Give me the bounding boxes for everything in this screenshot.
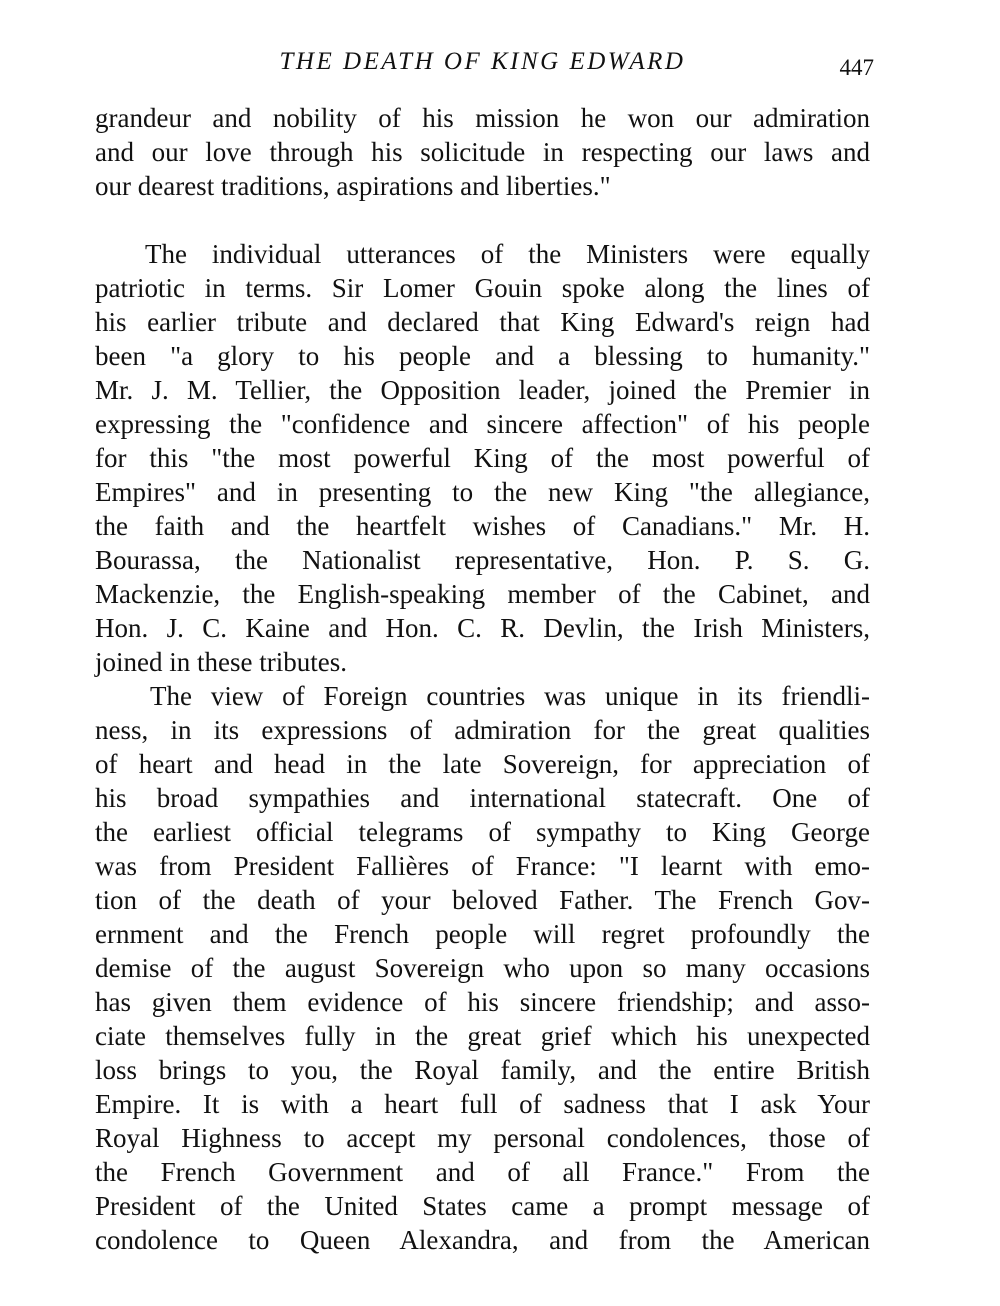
text-line: ness, in its expressions of admiration for the great qualities <box>95 715 870 745</box>
page-number: 447 <box>839 55 874 80</box>
body-text <box>95 101 870 1257</box>
text-line: tion of the death of your beloved Father. The French Gov- <box>95 885 870 915</box>
text-line: ciate themselves fully in the great grief which his unexpected <box>95 1021 870 1051</box>
text-line: the French Government and of all France." From the <box>95 1157 870 1187</box>
text-line: expressing the "confidence and sincere affection" of his people <box>95 409 870 439</box>
text-line: Hon. J. C. Kaine and Hon. C. R. Devlin, the Irish Ministers, <box>95 613 870 643</box>
text-line: has given them evidence of his sincere friendship; and asso- <box>95 987 870 1017</box>
text-line: ernment and the French people will regret profoundly the <box>95 919 870 949</box>
running-head <box>95 44 874 80</box>
text-line: for this "the most powerful King of the most powerful of <box>95 443 870 473</box>
text-line: Mr. J. M. Tellier, the Opposition leader, joined the Premier in <box>95 375 870 405</box>
text-line: grandeur and nobility of his mission he won our admiration <box>95 103 870 133</box>
text-line: patriotic in terms. Sir Lomer Gouin spoke along the lines of <box>95 273 870 303</box>
text-line: Empires" and in presenting to the new King "the allegiance, <box>95 477 870 507</box>
text-line: condolence to Queen Alexandra, and from the American <box>95 1225 870 1255</box>
text-line: was from President Fallières of France: "I learnt with emo- <box>95 851 870 881</box>
text-line: and our love through his solicitude in respecting our laws and <box>95 137 870 167</box>
text-line: loss brings to you, the Royal family, and the entire British <box>95 1055 870 1085</box>
text-line: Bourassa, the Nationalist representative, Hon. P. S. G. <box>95 545 870 575</box>
text-line: The view of Foreign countries was unique in its friendli- <box>150 681 870 711</box>
text-line: been "a glory to his people and a blessing to humanity." <box>95 341 870 371</box>
text-line: Royal Highness to accept my personal condolences, those of <box>95 1123 870 1153</box>
paragraph-2 <box>95 237 870 679</box>
text-line: demise of the august Sovereign who upon so many occasions <box>95 953 870 983</box>
text-line: President of the United States came a prompt message of <box>95 1191 870 1221</box>
text-line: our dearest traditions, aspirations and liberties." <box>95 171 611 201</box>
text-line: the faith and the heartfelt wishes of Canadians." Mr. H. <box>95 511 870 541</box>
text-line: Empire. It is with a heart full of sadness that I ask Your <box>95 1089 870 1119</box>
text-line: his earlier tribute and declared that King Edward's reign had <box>95 307 870 337</box>
text-line: Mackenzie, the English-speaking member of the Cabinet, and <box>95 579 870 609</box>
text-line: of heart and head in the late Sovereign, for appreciation of <box>95 749 870 779</box>
text-line: The individual utterances of the Ministers were equally <box>145 239 870 269</box>
text-line: his broad sympathies and international statecraft. One of <box>95 783 870 813</box>
paragraph-3 <box>95 679 870 1257</box>
paragraph-1 <box>95 101 870 203</box>
running-title: THE DEATH OF KING EDWARD <box>279 48 686 75</box>
text-line: the earliest official telegrams of sympathy to King George <box>95 817 870 847</box>
text-line: joined in these tributes. <box>95 647 347 677</box>
paragraph-break <box>95 203 870 237</box>
